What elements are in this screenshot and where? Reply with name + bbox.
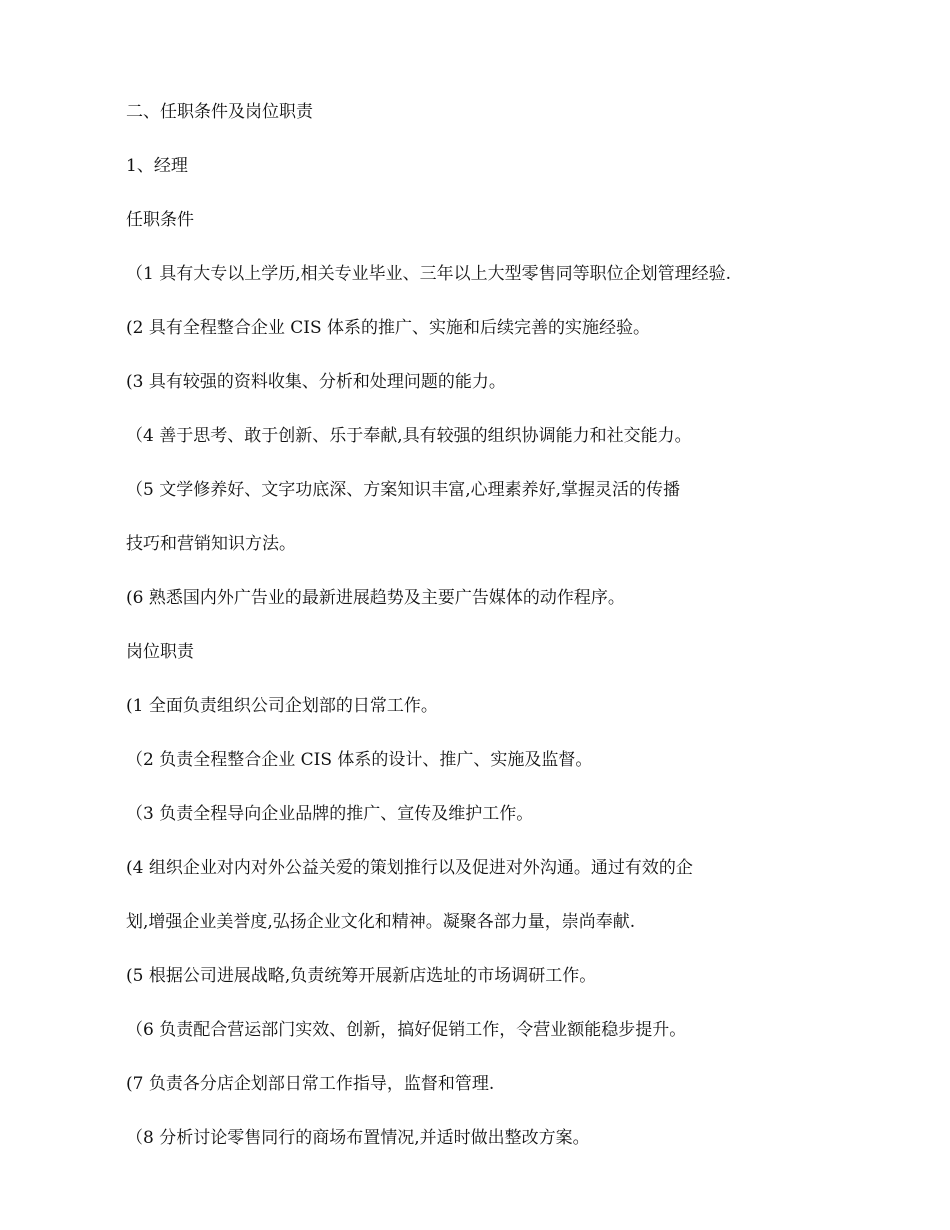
duty-item: （3 负责全程导向企业品牌的推广、宣传及维护工作。 <box>126 804 534 824</box>
duty-item: （8 分析讨论零售同行的商场布置情况,并适时做出整改方案。 <box>126 1128 590 1148</box>
qualification-item: （1 具有大专以上学历,相关专业毕业、三年以上大型零售同等职位企划管理经验. <box>126 264 732 284</box>
qualification-item: (3 具有较强的资料收集、分析和处理问题的能力。 <box>126 372 506 392</box>
duty-item: （6 负责配合营运部门实效、创新，搞好促销工作，令营业额能稳步提升。 <box>126 1020 687 1040</box>
qualification-item-continued: 技巧和营销知识方法。 <box>126 534 296 554</box>
duty-item: （2 负责全程整合企业 CIS 体系的设计、推广、实施及监督。 <box>126 750 593 770</box>
qualification-item: (6 熟悉国内外广告业的最新进展趋势及主要广告媒体的动作程序。 <box>126 588 625 608</box>
qualification-item: (2 具有全程整合企业 CIS 体系的推广、实施和后续完善的实施经验。 <box>126 318 651 338</box>
qualifications-heading: 任职条件 <box>126 210 194 230</box>
duty-item: (7 负责各分店企划部日常工作指导，监督和管理. <box>126 1074 495 1094</box>
duty-item: (5 根据公司进展战略,负责统筹开展新店选址的市场调研工作。 <box>126 966 597 986</box>
duties-heading: 岗位职责 <box>126 642 194 662</box>
duty-item: (1 全面负责组织公司企划部的日常工作。 <box>126 696 438 716</box>
section-title: 二、任职条件及岗位职责 <box>126 102 313 122</box>
duty-item-continued: 划,增强企业美誉度,弘扬企业文化和精神。凝聚各部力量，崇尚奉献. <box>126 912 636 932</box>
duty-item: (4 组织企业对内对外公益关爱的策划推行以及促进对外沟通。通过有效的企 <box>126 858 693 878</box>
qualification-item: （5 文学修养好、文字功底深、方案知识丰富,心理素养好,掌握灵活的传播 <box>126 480 681 500</box>
qualification-item: （4 善于思考、敢于创新、乐于奉献,具有较强的组织协调能力和社交能力。 <box>126 426 692 446</box>
position-title: 1、经理 <box>126 156 188 176</box>
